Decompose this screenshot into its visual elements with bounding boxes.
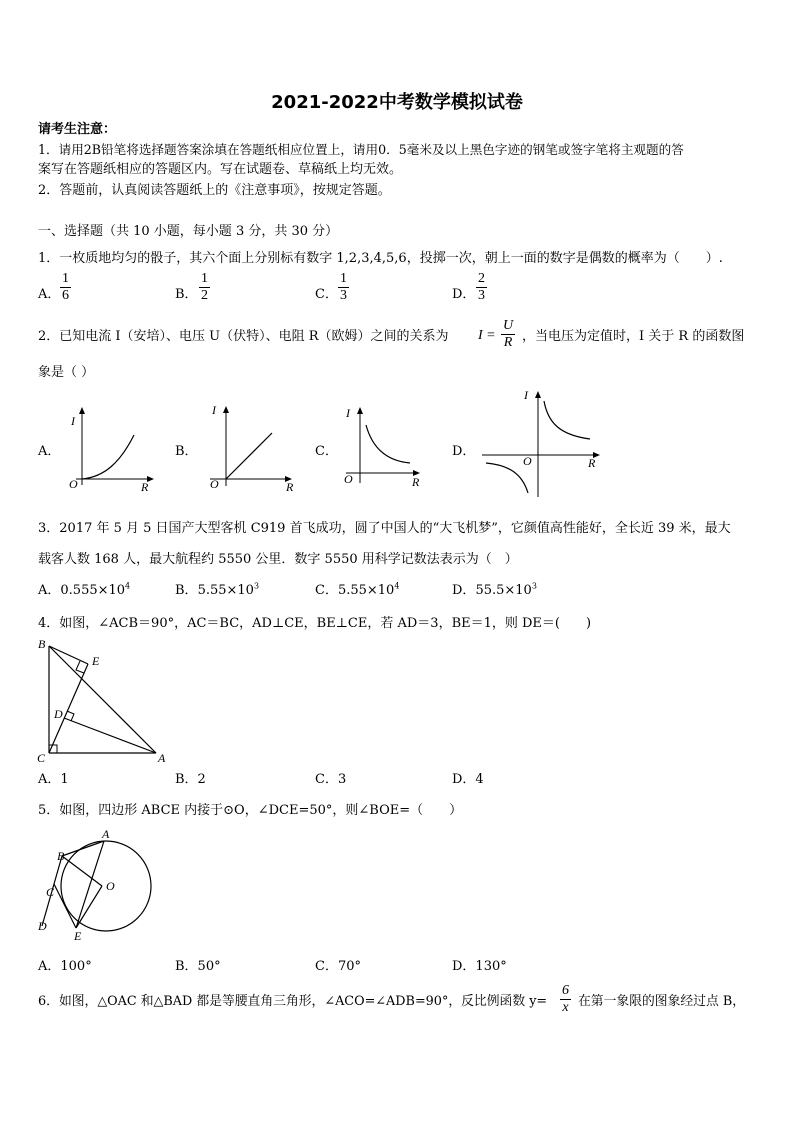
question-6-text-b: 在第一象限的图象经过点 B，: [578, 994, 746, 1009]
q2-graph-d-curve-right: [544, 401, 590, 439]
notice-item-1-line-1: 1．请用2B铅笔将选择题答案涂填在答题纸相应位置上，请用0．5毫米及以上黑色字迹的钢笔或签字笔将主观题的答: [38, 142, 684, 157]
q4-option-a: A．1: [38, 772, 69, 787]
q2-option-a-label: A．: [38, 444, 61, 459]
q5-label-o: O: [106, 879, 115, 893]
q3-option-d: D．$55.5\times 10^3$: [452, 581, 537, 598]
q5-option-c: C．70°: [315, 959, 361, 974]
q2-graph-a-curve: [82, 435, 134, 479]
q2-graph-d-axis-i: I: [524, 388, 528, 402]
notice-heading: 请考生注意：: [38, 122, 117, 137]
q4-label-c: C: [37, 751, 46, 764]
q2-graph-b: [200, 400, 300, 497]
question-6-fraction: $\frac{6}{x}$: [562, 983, 569, 1015]
q3-option-b: B．$5.55\times 10^3$: [175, 581, 260, 598]
q5-figure: [34, 826, 159, 946]
notice-item-1-line-2: 案写在答题纸相应的答题区内。写在试题卷、草稿纸上均无效。: [38, 162, 403, 177]
q2-graph-a: [62, 405, 162, 497]
question-2-text-line-2: 象是（ ）: [38, 365, 95, 380]
q2-graph-b-origin: O: [210, 477, 219, 491]
q2-graph-d-origin: O: [523, 454, 532, 468]
question-1-text: 1．一枚质地均匀的骰子，其六个面上分别标有数字 1,2,3,4,5,6，投掷一次，朝上一面的数字是偶数的概率为（ ）.: [38, 251, 723, 266]
q2-graph-a-axis-i: I: [71, 414, 75, 428]
q2-graph-c-axis-r: R: [412, 475, 420, 489]
q2-graph-d-curve-left: [486, 463, 528, 493]
q2-graph-d: [478, 385, 608, 500]
q4-option-c: C．3: [315, 772, 347, 787]
page-title: 2021-2022中考数学模拟试卷: [271, 92, 523, 113]
question-2-text-a: 2．已知电流 I（安培）、电压 U（伏特）、电阻 R（欧姆）之间的关系为: [38, 329, 449, 344]
q2-graph-b-line: [226, 433, 272, 479]
question-2-text-b: ，当电压为定值时，I 关于 R 的函数图: [522, 329, 745, 344]
q5-option-d: D．130°: [452, 959, 507, 974]
q2-graph-c-axis-i: I: [346, 406, 350, 420]
q4-option-b: B．2: [175, 772, 206, 787]
q5-label-a: A: [102, 827, 110, 841]
q5-label-e: E: [74, 929, 82, 943]
question-4-text: 4．如图，∠ACB＝90°，AC＝BC，AD⊥CE，BE⊥CE，若 AD＝3，BE＝1，则 DE＝( ): [38, 616, 592, 631]
q2-graph-a-axis-r: R: [141, 480, 149, 494]
q3-option-a: A．$0.555\times 10^4$: [38, 581, 131, 598]
q4-label-d: D: [54, 707, 63, 721]
question-2-formula-fraction: $\frac{U}{R}$: [503, 318, 514, 350]
notice-item-2: 2．答题前，认真阅读答题纸上的《注意事项》，按规定答题。: [38, 183, 391, 198]
q1-option-d-label: D．: [452, 287, 476, 302]
question-5-text: 5．如图，四边形 ABCE 内接于⊙O，∠DCE=50°，则∠BOE=（ ）: [38, 803, 463, 818]
q1-option-b-fraction: $\frac{1}{2}$: [201, 271, 208, 303]
q4-option-d: D．4: [452, 772, 484, 787]
question-3-line-1: 3．2017 年 5 月 5 日国产大型客机 C919 首飞成功，圆了中国人的“大飞机梦”，它颜值高性能好，全长近 39 米，最大: [38, 521, 731, 536]
question-3-line-2: 载客人数 168 人，最大航程约 5550 公里．数字 5550 用科学记数法表示为（ ）: [38, 552, 518, 567]
question-6-text-a: 6．如图，△OAC 和△BAD 都是等腰直角三角形，∠ACO=∠ADB=90°，反比例函数 y=: [38, 994, 548, 1009]
q2-option-c-label: C．: [315, 444, 338, 459]
q2-graph-c-origin: O: [344, 472, 353, 486]
q1-option-a-label: A．: [38, 287, 61, 302]
q1-option-c-label: C．: [315, 287, 338, 302]
q4-label-a: A: [158, 751, 166, 764]
q1-option-a-fraction: $\frac{1}{6}$: [62, 271, 69, 303]
question-2-formula-lhs: I =: [478, 328, 496, 343]
q5-option-a: A．100°: [38, 959, 92, 974]
q1-option-b-label: B．: [175, 287, 198, 302]
q1-option-c-fraction: $\frac{1}{3}$: [340, 271, 347, 303]
q1-option-d-fraction: $\frac{2}{3}$: [478, 271, 485, 303]
q4-label-e: E: [92, 654, 100, 668]
q5-label-d: D: [38, 919, 47, 933]
q2-option-b-label: B．: [175, 444, 198, 459]
q2-graph-b-axis-r: R: [286, 480, 294, 494]
q2-graph-b-axis-i: I: [212, 403, 216, 417]
q5-label-c: C: [46, 885, 55, 899]
q4-figure: [34, 634, 174, 764]
q2-graph-a-origin: O: [69, 477, 78, 491]
section-heading: 一、选择题（共 10 小题，每小题 3 分，共 30 分）: [38, 224, 339, 239]
q2-option-d-label: D．: [452, 444, 476, 459]
q2-graph-c-curve: [366, 425, 410, 463]
q2-graph-d-axis-r: R: [588, 456, 596, 470]
q5-label-b: B: [57, 849, 65, 863]
q3-option-c: C．$5.55\times 10^4$: [315, 581, 400, 598]
q4-label-b: B: [38, 637, 46, 651]
q5-option-b: B．50°: [175, 959, 221, 974]
q2-graph-c: [338, 403, 428, 497]
